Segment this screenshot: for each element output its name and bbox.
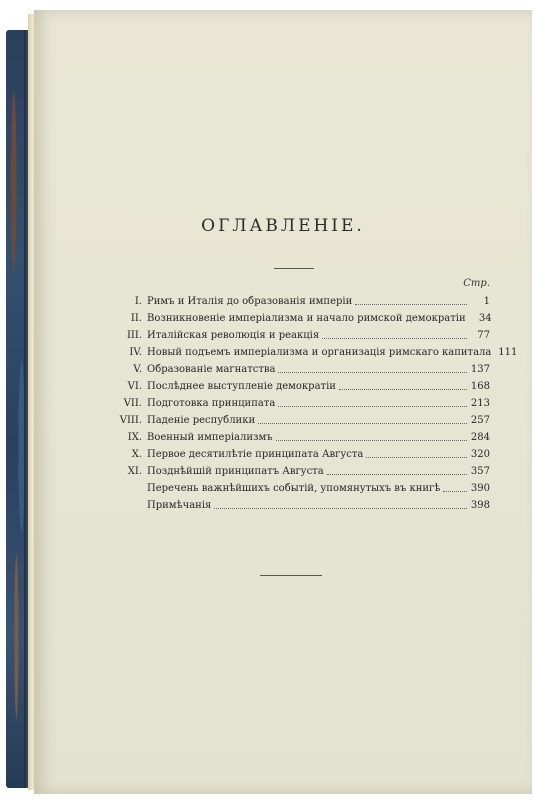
chapter-page: 168 <box>470 381 490 392</box>
chapter-number: VII. <box>123 398 142 409</box>
chapter-page: 257 <box>470 415 490 426</box>
leader-dots <box>214 498 467 509</box>
end-divider <box>260 575 322 576</box>
chapter-page: 34 <box>478 313 492 324</box>
chapter-number: VIII. <box>119 415 142 426</box>
toc-row <box>34 311 532 326</box>
chapter-number: IX. <box>127 432 142 443</box>
chapter-page: 284 <box>470 432 490 443</box>
chapter-title: Позднѣйшій принципатъ Августа <box>147 466 324 477</box>
chapter-number: III. <box>126 330 142 341</box>
chapter-title: Подготовка принципата <box>147 398 276 409</box>
chapter-page: 77 <box>477 330 490 341</box>
chapter-page: 320 <box>470 449 490 460</box>
chapter-title: Новый подъемъ имперіализма и организація римскаго капитала <box>147 347 492 358</box>
chapter-title: Перечень важнѣйшихъ событій, упомянутыхъ въ книгѣ <box>147 483 441 494</box>
toc-row <box>34 345 532 360</box>
chapter-page: 390 <box>470 483 490 494</box>
toc-row <box>34 464 532 479</box>
toc-row <box>34 379 532 394</box>
chapter-title: Возникновеніе имперіализма и начало римской демократіи <box>147 313 466 324</box>
chapter-title: Послѣднее выступленіе демократіи <box>147 381 336 392</box>
chapter-title: Образованіе магнатства <box>147 364 276 375</box>
chapter-page: 1 <box>483 296 490 307</box>
toc-row <box>34 328 532 343</box>
chapter-title: Паденіе республики <box>147 415 256 426</box>
leader-dots <box>327 464 467 475</box>
toc-row <box>34 396 532 411</box>
leader-dots <box>258 413 467 424</box>
title-divider <box>274 268 314 269</box>
toc-row <box>34 498 532 513</box>
leader-dots <box>278 362 467 373</box>
toc-row <box>34 481 532 496</box>
chapter-title: Италійская революція и реакція <box>147 330 320 341</box>
toc-row <box>34 430 532 445</box>
leader-dots <box>339 379 467 390</box>
chapter-title: Римъ и Италія до образованія имперіи <box>147 296 353 307</box>
chapter-number: I. <box>134 296 142 307</box>
toc-row <box>34 362 532 377</box>
chapter-title: Примѣчанія <box>147 500 212 511</box>
chapter-number: V. <box>133 364 142 375</box>
toc-row <box>34 413 532 428</box>
leader-dots <box>278 396 467 407</box>
chapter-page: 137 <box>470 364 490 375</box>
chapter-page: 213 <box>470 398 490 409</box>
chapter-page: 357 <box>470 466 490 477</box>
chapter-title: Военный имперіализмъ <box>147 432 273 443</box>
leader-dots <box>366 447 467 458</box>
leader-dots <box>276 430 467 441</box>
page-title: ОГЛАВЛЕНІЕ. <box>201 216 365 236</box>
leader-dots <box>443 481 467 492</box>
chapter-number: II. <box>130 313 142 324</box>
leader-dots <box>355 294 467 305</box>
chapter-number: VI. <box>127 381 142 392</box>
chapter-page: 398 <box>470 500 490 511</box>
toc-row <box>34 447 532 462</box>
chapter-page: 111 <box>498 347 518 358</box>
chapter-number: X. <box>131 449 142 460</box>
toc-row <box>34 294 532 309</box>
chapter-number: XI. <box>127 466 142 477</box>
chapter-title: Первое десятилѣтіе принципата Августа <box>147 449 364 460</box>
chapter-number: IV. <box>129 347 142 358</box>
leader-dots <box>322 328 467 339</box>
page-column-label: Стр. <box>463 278 490 289</box>
book-page <box>34 10 532 794</box>
